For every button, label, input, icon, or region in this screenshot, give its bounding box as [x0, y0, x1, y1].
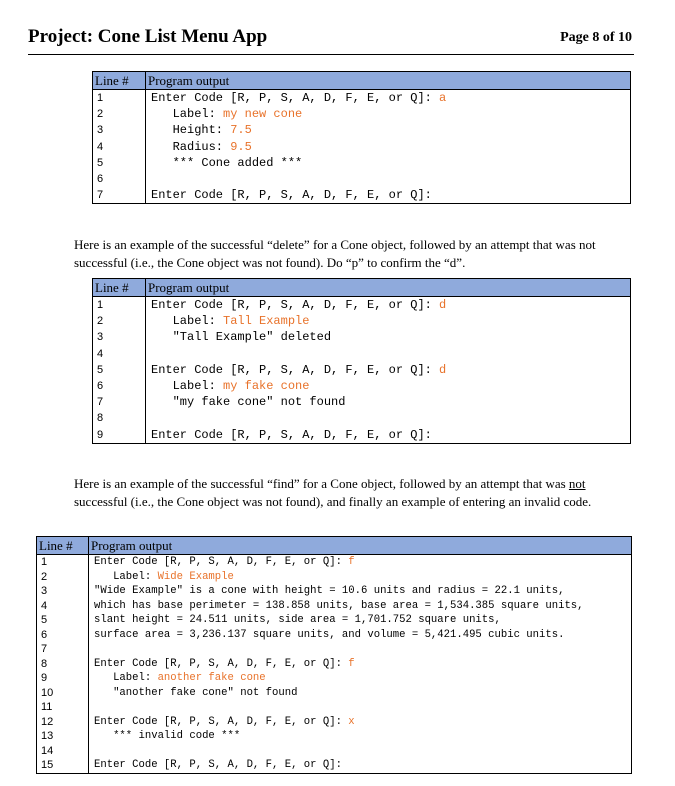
- line-number: 15: [37, 758, 89, 773]
- output-line: [89, 570, 632, 585]
- output-text: "Tall Example" deleted: [151, 330, 332, 345]
- user-input-text: Tall Example: [223, 314, 310, 329]
- line-number: 5: [37, 613, 89, 628]
- output-line: [89, 613, 632, 628]
- output-line: [146, 297, 631, 314]
- output-line: [146, 139, 631, 155]
- output-text: Enter Code [R, P, S, A, D, F, E, or Q]:: [151, 427, 432, 442]
- output-row: [93, 427, 631, 444]
- output-text: Label:: [151, 314, 224, 329]
- para-underlined-text: not: [568, 476, 586, 491]
- line-number: 2: [93, 313, 146, 329]
- output-text: which has base perimeter = 138.858 units, base area = 1,534.385 square units,: [94, 599, 584, 612]
- output-text: Enter Code [R, P, S, A, D, F, E, or Q]:: [94, 715, 349, 728]
- output-line: [146, 187, 631, 204]
- output-text: "another fake cone" not found: [94, 686, 298, 699]
- page-header: [28, 24, 634, 55]
- line-number: 3: [93, 122, 146, 138]
- output-text: slant height = 24.511 units, side area = 1,701.752 square units,: [94, 614, 501, 627]
- user-input-text: another fake cone: [157, 672, 266, 685]
- line-number: 5: [93, 155, 146, 171]
- output-line: [146, 346, 631, 362]
- line-number: 1: [93, 297, 146, 314]
- output-text: Radius:: [151, 139, 231, 154]
- output-line: [146, 427, 631, 444]
- project-title: Project: Cone List Menu App: [28, 26, 268, 47]
- output-row: [37, 584, 632, 599]
- output-row: [37, 657, 632, 672]
- line-number: 6: [93, 378, 146, 394]
- output-line: [89, 584, 632, 599]
- user-input-text: d: [439, 298, 447, 313]
- output-line: [146, 106, 631, 122]
- output-line: [89, 700, 632, 715]
- output-row: [93, 378, 631, 394]
- line-number: 3: [37, 584, 89, 599]
- line-number: 6: [37, 628, 89, 643]
- output-text: "Wide Example" is a cone with height = 10.6 units and radius = 22.1 units,: [94, 585, 565, 598]
- output-line: [89, 657, 632, 672]
- output-row: [93, 122, 631, 138]
- output-row: [93, 187, 631, 204]
- user-input-text: f: [348, 556, 355, 569]
- output-text: Enter Code [R, P, S, A, D, F, E, or Q]:: [94, 657, 349, 670]
- output-text: Enter Code [R, P, S, A, D, F, E, or Q]:: [151, 362, 440, 377]
- output-text: surface area = 3,236.137 square units, and volume = 5,421.495 cubic units.: [94, 628, 565, 641]
- line-number: 1: [37, 555, 89, 570]
- user-input-text: 7.5: [230, 123, 252, 138]
- output-text: "my fake cone" not found: [151, 395, 346, 410]
- para-text: Here is an example of the successful “find” for a Cone object, followed by an attempt that was: [74, 476, 569, 491]
- user-input-text: x: [348, 715, 355, 728]
- program-output-header: Program output: [146, 279, 631, 297]
- output-text: Height:: [151, 123, 231, 138]
- output-text: Label:: [151, 107, 224, 122]
- user-input-text: Wide Example: [157, 570, 234, 583]
- page-number: Page 8 of 10: [560, 30, 632, 45]
- output-line: [89, 729, 632, 744]
- output-row: [93, 155, 631, 171]
- output-line: [89, 599, 632, 614]
- line-number: 7: [37, 642, 89, 657]
- output-row: [37, 744, 632, 759]
- line-number-header: Line #: [37, 537, 89, 555]
- program-output-header: Program output: [146, 72, 631, 90]
- line-number: 9: [37, 671, 89, 686]
- para-text: successful (i.e., the Cone object was not found), and finally an example of entering an invalid code.: [74, 494, 592, 509]
- delete-example-paragraph: Here is an example of the successful “delete” for a Cone object, followed by an attempt that was not successful (i.e., the Cone object was not found). Do “p” to confirm the “d”.: [74, 237, 596, 270]
- output-row: [37, 686, 632, 701]
- line-number: 1: [93, 90, 146, 107]
- output-text: Enter Code [R, P, S, A, D, F, E, or Q]:: [151, 188, 432, 203]
- output-text: *** invalid code ***: [94, 730, 241, 743]
- output-row: [93, 346, 631, 362]
- user-input-text: d: [439, 362, 447, 377]
- output-row: [37, 729, 632, 744]
- line-number: 6: [93, 171, 146, 187]
- output-row: [37, 570, 632, 585]
- output-line: [146, 378, 631, 394]
- output-table-delete: [92, 278, 631, 444]
- line-number: 7: [93, 394, 146, 410]
- line-number: 14: [37, 744, 89, 759]
- output-row: [93, 90, 631, 107]
- user-input-text: a: [439, 91, 447, 106]
- line-number: 8: [37, 657, 89, 672]
- output-line: [89, 628, 632, 643]
- line-number: 7: [93, 187, 146, 204]
- output-row: [37, 758, 632, 773]
- output-row: [93, 410, 631, 426]
- line-number: 2: [37, 570, 89, 585]
- user-input-text: my new cone: [223, 107, 303, 122]
- output-line: [146, 362, 631, 378]
- output-row: [37, 642, 632, 657]
- user-input-text: 9.5: [230, 139, 252, 154]
- output-line: [146, 329, 631, 345]
- output-text: Enter Code [R, P, S, A, D, F, E, or Q]:: [94, 759, 342, 772]
- line-number: 2: [93, 106, 146, 122]
- output-row: [93, 394, 631, 410]
- line-number: 4: [93, 139, 146, 155]
- find-example-paragraph: [74, 475, 634, 511]
- line-number: 10: [37, 686, 89, 701]
- output-line: [146, 394, 631, 410]
- output-text: *** Cone added ***: [151, 155, 303, 170]
- output-line: [146, 410, 631, 426]
- output-row: [93, 139, 631, 155]
- output-row: [37, 715, 632, 730]
- line-number: 3: [93, 329, 146, 345]
- output-text: Label:: [151, 379, 224, 394]
- output-line: [146, 90, 631, 107]
- line-number: 4: [93, 346, 146, 362]
- output-line: [146, 155, 631, 171]
- output-row: [37, 628, 632, 643]
- output-row: [93, 297, 631, 314]
- output-line: [89, 758, 632, 773]
- output-row: [93, 171, 631, 187]
- line-number: 11: [37, 700, 89, 715]
- output-text: Enter Code [R, P, S, A, D, F, E, or Q]:: [94, 556, 349, 569]
- output-row: [93, 329, 631, 345]
- output-row: [37, 555, 632, 570]
- output-line: [89, 642, 632, 657]
- output-text: Enter Code [R, P, S, A, D, F, E, or Q]:: [151, 298, 440, 313]
- output-text: Label:: [94, 570, 158, 583]
- output-row: [37, 599, 632, 614]
- output-row: [37, 671, 632, 686]
- output-row: [93, 106, 631, 122]
- output-text: Enter Code [R, P, S, A, D, F, E, or Q]:: [151, 91, 440, 106]
- output-row: [37, 700, 632, 715]
- output-line: [89, 744, 632, 759]
- output-table-find: [36, 536, 632, 774]
- output-line: [89, 686, 632, 701]
- line-number: 13: [37, 729, 89, 744]
- output-row: [93, 313, 631, 329]
- output-row: [93, 362, 631, 378]
- output-line: [146, 313, 631, 329]
- line-number-header: Line #: [93, 72, 146, 90]
- output-line: [146, 122, 631, 138]
- program-output-header: Program output: [89, 537, 632, 555]
- line-number: 9: [93, 427, 146, 444]
- output-line: [89, 671, 632, 686]
- line-number: 5: [93, 362, 146, 378]
- line-number: 12: [37, 715, 89, 730]
- output-line: [146, 171, 631, 187]
- user-input-text: f: [348, 657, 355, 670]
- output-table-add: [92, 71, 631, 204]
- output-row: [37, 613, 632, 628]
- user-input-text: my fake cone: [223, 379, 310, 394]
- output-line: [89, 555, 632, 570]
- line-number: 4: [37, 599, 89, 614]
- output-line: [89, 715, 632, 730]
- output-text: Label:: [94, 672, 158, 685]
- line-number: 8: [93, 410, 146, 426]
- line-number-header: Line #: [93, 279, 146, 297]
